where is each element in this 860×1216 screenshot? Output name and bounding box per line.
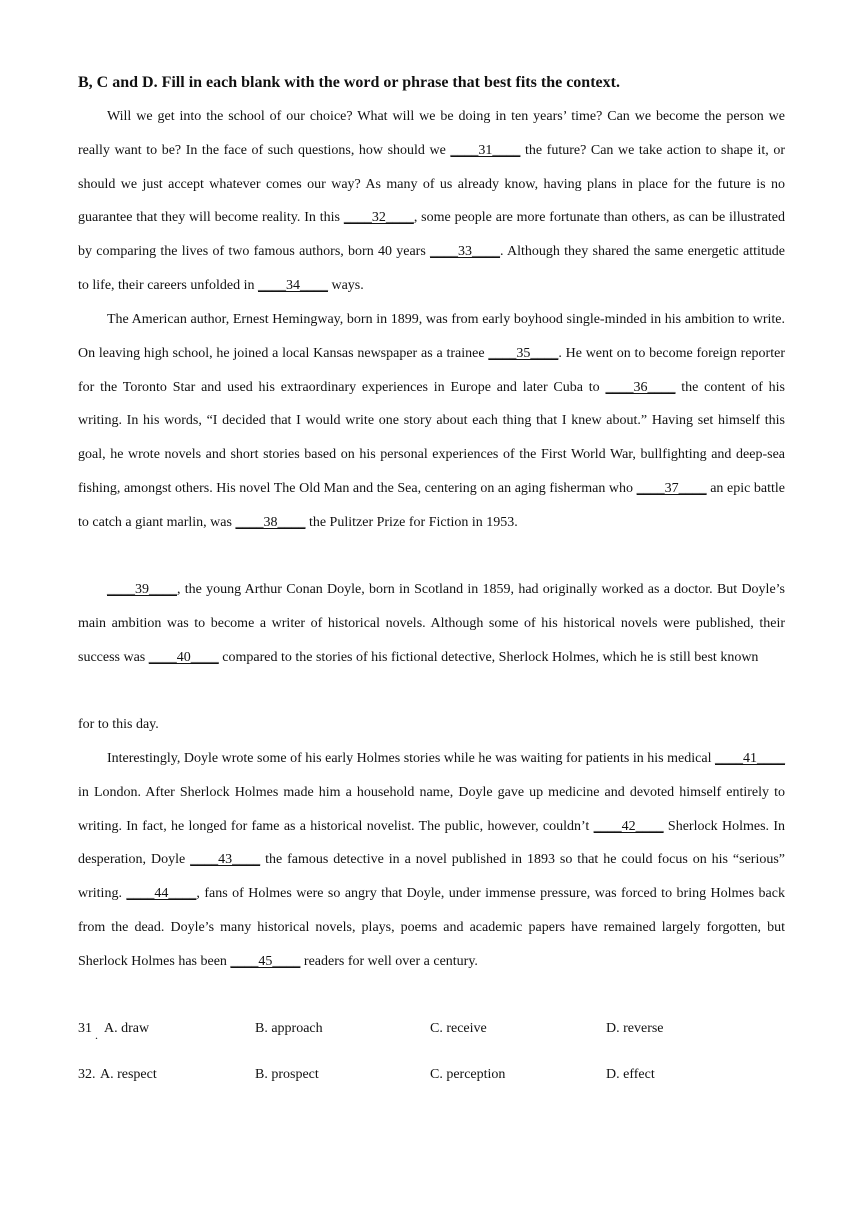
blank-38: ____38____ (235, 514, 306, 530)
blank-37: ____37____ (636, 480, 707, 496)
blank-43: ____43____ (190, 852, 261, 868)
question-32-options (78, 1064, 785, 1086)
blank-40: ____40____ (148, 649, 219, 665)
blank-34: ____34____ (257, 277, 328, 293)
question-number-dot: . (95, 1028, 98, 1042)
text-run: readers for well over a century. (300, 953, 478, 969)
blank-35: ____35____ (488, 345, 559, 361)
blank-45: ____45____ (230, 953, 301, 969)
paragraph-1 (78, 100, 785, 303)
question-number: 32. (78, 1067, 96, 1082)
paragraph-4 (78, 742, 785, 979)
text-run: compared to the stories of his fictional detective, Sherlock Holmes, which he is still best known (218, 649, 759, 665)
blank-36: ____36____ (605, 379, 676, 395)
question-number: 31 (78, 1021, 92, 1036)
paragraph-3-tail: for to this day. (78, 717, 159, 732)
question-31-options (78, 1018, 785, 1040)
option-b: B. prospect (255, 1067, 319, 1082)
option-c: C. perception (430, 1067, 506, 1082)
text-run: in London. After Sherlock Holmes made him a household name, Doyle gave up medicine and devoted himself entirely to writing. In fact, he longed for fame as a historical novelist. The public, however, couldn’t (78, 784, 785, 834)
text-run: Interestingly, Doyle wrote some of his early Holmes stories while he was waiting for patients in his medical (107, 751, 715, 766)
option-d: D. effect (606, 1067, 655, 1082)
blank-39: ____39____ (107, 582, 177, 597)
text-run: , the young Arthur Conan Doyle, born in Scotland in 1859, had originally worked as a doctor. But Doyle’s main ambition was to become a writer of historical novels. Although some of his historical novels were published, their success was (78, 582, 785, 665)
blank-33: ____33____ (430, 244, 501, 260)
text-run: the Pulitzer Prize for Fiction in 1953. (305, 514, 518, 530)
blank-41: ____41____ (715, 751, 785, 766)
blank-32: ____32____ (343, 210, 414, 226)
option-d: D. reverse (606, 1021, 664, 1036)
text-run: an epic battle to catch a giant marlin, was (78, 480, 785, 530)
option-a: A. respect (100, 1067, 157, 1082)
text-run: Sherlock Holmes. In desperation, Doyle (78, 818, 785, 868)
option-c: C. receive (430, 1021, 487, 1036)
section-heading: B, C and D. Fill in each blank with the word or phrase that best fits the context. (78, 74, 620, 91)
text-run: ways. (327, 277, 364, 293)
paragraph-2 (78, 303, 785, 540)
text-run: . He went on to become foreign reporter for the Toronto Star and used his extraordinary experiences in Europe and later Cuba to (78, 345, 785, 395)
paragraph-3 (78, 573, 785, 674)
text-run: the future? Can we take action to shape it, or should we just accept whatever comes our way? As many of us already know, having plans in place for the future is no guarantee that they will become reality. In this (78, 142, 785, 226)
blank-31: ____31____ (450, 142, 521, 158)
text-run: The American author, Ernest Hemingway, born in 1899, was from early boyhood single-minded in his ambition to write. On leaving high school, he joined a local Kansas newspaper as a trainee (78, 312, 785, 361)
text-run: the famous detective in a novel published in 1893 so that he could focus on his “serious” writing. (78, 852, 786, 902)
text-run: , fans of Holmes were so angry that Doyle, under immense pressure, was forced to bring Holmes back from the dead. Doyle’s many historical novels, plays, poems and academic papers have remained largely forgotten, but Sherlock Holmes has been (78, 886, 785, 969)
blank-44: ____44____ (126, 886, 197, 902)
blank-42: ____42____ (593, 818, 664, 834)
text-run: the content of his writing. In his words, “I decided that I would write one story about each thing that I knew about.” Having set himself this goal, he wrote novels and short stories based on his personal experiences of the First World War, bullfighting and deep-sea fishing, amongst others. His novel The Old Man and the Sea, centering on an aging fisherman who (78, 379, 785, 496)
option-a: A. draw (104, 1021, 150, 1036)
option-b: B. approach (255, 1021, 323, 1036)
text-run: , some people are more fortunate than others, as can be illustrated by comparing the lives of two famous authors, born 40 years (78, 210, 785, 260)
text-run: Will we get into the school of our choice? What will we be doing in ten years’ time? Can we become the person we really want to be? In the face of such questions, how should we (78, 109, 785, 158)
text-run: . Although they shared the same energetic attitude to life, their careers unfolded in (78, 244, 785, 293)
